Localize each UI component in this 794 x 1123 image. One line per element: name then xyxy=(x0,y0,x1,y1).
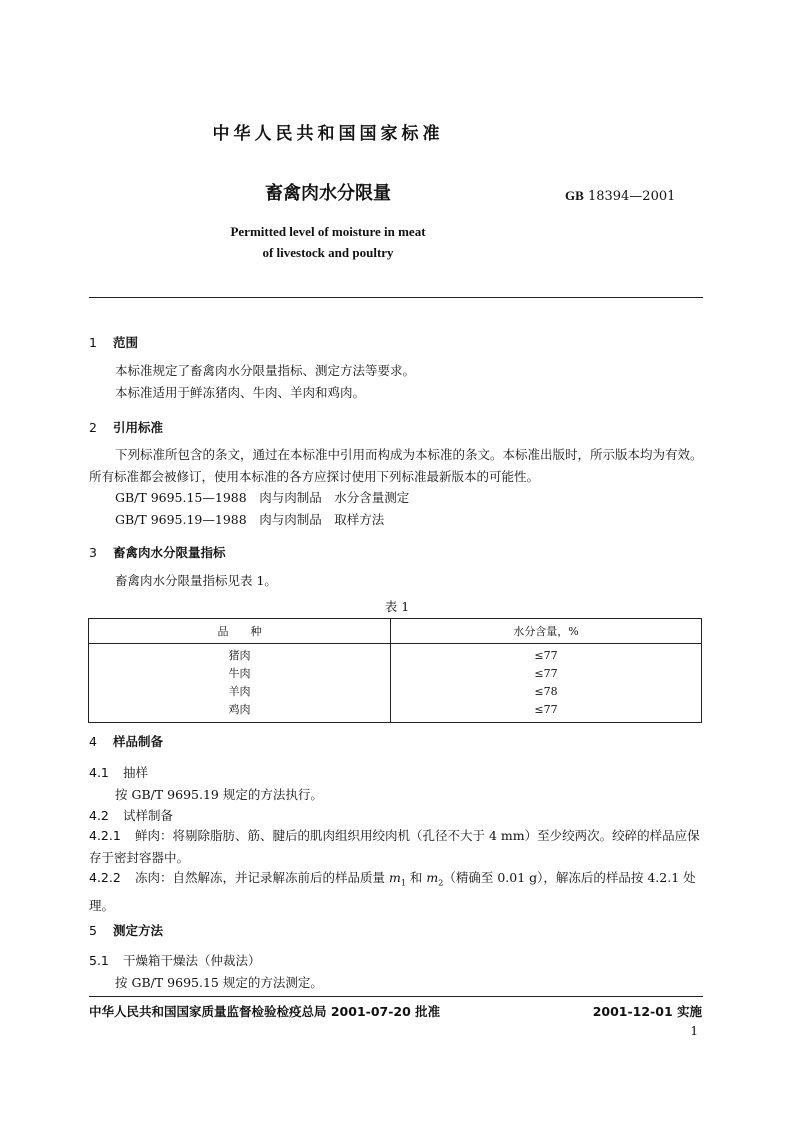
table-header-row xyxy=(89,619,702,644)
section-4-heading xyxy=(89,732,163,750)
section-number: 3 xyxy=(89,545,97,560)
table-caption: 表 1 xyxy=(384,599,410,614)
subsection-text-b: （精确至 0.01 g），解冻后的样品按 4.2.1 处理。 xyxy=(89,870,696,913)
moisture-limit-table xyxy=(88,618,702,723)
reference-standard-1: GB/T 9695.15—1988 肉与肉制品 水分含量测定 xyxy=(115,490,410,505)
table-cell-variety: 鸡肉 xyxy=(89,700,391,723)
table-cell-moisture: ≤77 xyxy=(391,664,702,682)
english-title xyxy=(0,221,656,263)
subsection-title: 干燥箱干燥法（仲裁法） xyxy=(123,953,261,968)
subsection-text-a: 冻肉：自然解冻，并记录解冻前后的样品质量 xyxy=(135,870,389,885)
subsection-title: 抽样 xyxy=(123,765,149,780)
footer-divider xyxy=(89,996,703,997)
subsection-4-2-2 xyxy=(89,867,703,917)
subsection-5-1-text: 按 GB/T 9695.15 规定的方法测定。 xyxy=(115,975,323,990)
section-5-heading xyxy=(89,921,163,939)
section-3-heading xyxy=(89,543,226,561)
footer-implementation-date: 2001-12-01 实施 xyxy=(592,1004,702,1019)
section-number: 1 xyxy=(89,335,97,350)
section-title: 样品制备 xyxy=(113,734,164,749)
section-number: 5 xyxy=(89,923,97,938)
mass-symbol-m2: m xyxy=(426,870,439,885)
table-row xyxy=(89,664,702,682)
reference-standard-2: GB/T 9695.19—1988 肉与肉制品 取样方法 xyxy=(115,512,385,527)
conjunction-and: 和 xyxy=(405,870,427,885)
table-cell-variety: 牛肉 xyxy=(89,664,391,682)
subsection-title: 试样制备 xyxy=(123,808,174,823)
section-title: 引用标准 xyxy=(113,420,164,435)
table-row xyxy=(89,682,702,700)
mass-subscript-2: 2 xyxy=(438,878,444,888)
section-number: 4 xyxy=(89,734,97,749)
subsection-number: 4.2.2 xyxy=(89,870,121,885)
subsection-4-1-text: 按 GB/T 9695.19 规定的方法执行。 xyxy=(115,787,323,802)
subsection-number: 4.1 xyxy=(89,765,109,780)
english-title-line2: of livestock and poultry xyxy=(262,245,394,260)
english-title-line1: Permitted level of moisture in meat xyxy=(230,224,426,239)
section-title: 范围 xyxy=(113,335,139,350)
section-number: 2 xyxy=(89,420,97,435)
section-title: 测定方法 xyxy=(113,923,164,938)
standard-code-prefix: GB xyxy=(565,188,584,203)
section-2-para-1: 下列标准所包含的条文，通过在本标准中引用而构成为本标准的条文。本标准出版时，所示版本均为有效。所有标准都会被修订，使用本标准的各方应探讨使用下列标准最新版本的可能性。 xyxy=(89,447,703,484)
footer-approval: 中华人民共和国国家质量监督检验检疫总局 2001-07-20 批准 xyxy=(89,1004,441,1019)
table-cell-moisture: ≤78 xyxy=(391,682,702,700)
subsection-number: 4.2 xyxy=(89,808,109,823)
table-cell-variety: 猪肉 xyxy=(89,644,391,665)
table-row xyxy=(89,700,702,723)
mass-subscript-1: 1 xyxy=(400,878,406,888)
table-row xyxy=(89,644,702,665)
section-title: 畜禽肉水分限量指标 xyxy=(113,545,226,560)
subsection-number: 5.1 xyxy=(89,953,109,968)
section-1-para-2: 本标准适用于鲜冻猪肉、牛肉、羊肉和鸡肉。 xyxy=(115,385,366,400)
subsection-4-2-1 xyxy=(89,825,703,869)
subsection-5-1-heading xyxy=(89,950,261,972)
header-divider xyxy=(89,297,703,298)
standard-code xyxy=(565,188,675,204)
document-title: 畜禽肉水分限量 xyxy=(265,183,391,204)
section-1-para-1: 本标准规定了畜禽肉水分限量指标、测定方法等要求。 xyxy=(115,363,416,378)
table-header-variety: 品 种 xyxy=(89,619,391,644)
table-cell-moisture: ≤77 xyxy=(391,644,702,665)
section-1-heading xyxy=(89,333,138,351)
subsection-text: 鲜肉：将剔除脂肪、筋、腱后的肌肉组织用绞肉机（孔径不大于 4 mm）至少绞两次。绞碎的样品应保存于密封容器中。 xyxy=(89,828,700,865)
table-cell-moisture: ≤77 xyxy=(391,700,702,723)
subsection-number: 4.2.1 xyxy=(89,828,121,843)
section-3-para-1: 畜禽肉水分限量指标见表 1。 xyxy=(115,573,277,588)
standard-code-number: 18394—2001 xyxy=(587,189,676,204)
page-number: 1 xyxy=(690,1024,698,1038)
header-organization: 中华人民共和国国家标准 xyxy=(212,124,444,144)
mass-symbol-m1: m xyxy=(388,870,401,885)
section-2-heading xyxy=(89,418,163,436)
subsection-4-2-heading xyxy=(89,805,173,827)
table-header-moisture: 水分含量，% xyxy=(391,619,702,644)
subsection-4-1-heading xyxy=(89,762,148,784)
table-cell-variety: 羊肉 xyxy=(89,682,391,700)
